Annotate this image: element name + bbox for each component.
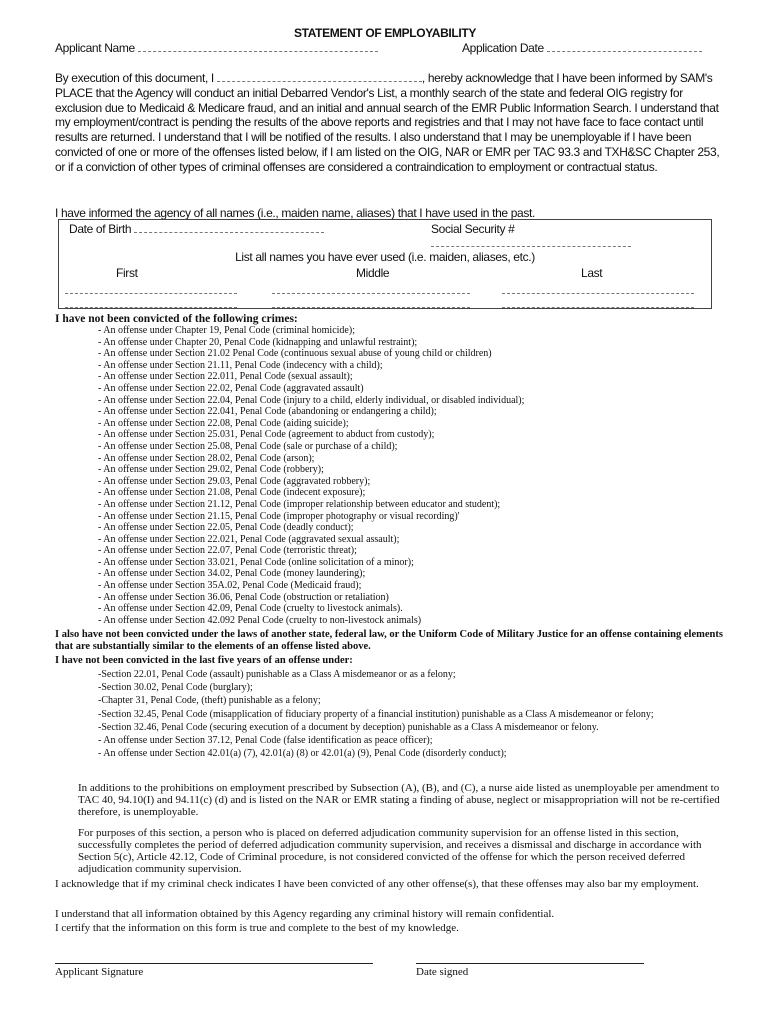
acknowledge-statement: I acknowledge that if my criminal check indicates I have been convicted of any other offense(s), that these offenses may also bar my employment. [55,878,699,890]
first-label: First [116,266,138,280]
applicant-name-row [55,41,378,55]
five-year-list [98,668,718,760]
last-name-field-1[interactable] [502,284,694,294]
middle-name-field-1[interactable] [272,284,470,294]
date-signed-line[interactable] [416,963,644,964]
crime-item: - An offense under Section 22.07, Penal Code (terroristic threat); [98,545,357,557]
confidential-statement: I understand that all information obtained by this Agency regarding any criminal history will remain confidential. [55,908,555,920]
crime-item: - An offense under Section 28.02, Penal Code (arson); [98,452,315,464]
crime-item: - An offense under Section 29.03, Penal Code (aggravated robbery); [98,475,371,487]
crime-item: - An offense under Section 21.02 Penal Code (continuous sexual abuse of young child or children) [98,348,492,360]
five-year-item: -Section 32.46, Penal Code (securing execution of a document by deception) punishable as a Class A misdemeanor or felony. [98,721,599,733]
five-year-heading: I have not been convicted in the last five years of an offense under: [55,655,353,666]
last-name-field-2[interactable] [502,298,694,308]
application-date-label: Application Date [462,41,544,55]
crime-item: - An offense under Section 21.11, Penal Code (indecency with a child); [98,359,383,371]
intro-paragraph [55,71,727,175]
five-year-item: -Section 32.45, Penal Code (misapplication of fiduciary property of a financial institution) punishable as a Class A misdemeanor or felony; [98,708,654,720]
crime-item: - An offense under Section 35A.02, Penal Code (Medicaid fraud); [98,580,362,592]
crime-item: - An offense under Section 42.092 Penal Code (cruelty to non-livestock animals) [98,614,422,626]
intro-prefix: By execution of this document, I [55,71,214,85]
crime-item: - An offense under Section 25.08, Penal Code (sale or purchase of a child); [98,440,398,452]
middle-name-field-2[interactable] [272,298,470,308]
names-instruction: List all names you have ever used (i.e. maiden, aliases, etc.) [235,250,535,264]
deferred-paragraph: For purposes of this section, a person who is placed on deferred adjudication community supervision for an offense listed in this section, successfully completes the period of deferred adjudication community supervision, and receives a dismissal and discharge in accordance with Section 5(c), Article 42.12, Code of Criminal procedure, is not considered convicted of the offense for which the person received deferred adjudication community supervision. [78,827,702,875]
crime-item: - An offense under Section 22.041, Penal Code (abandoning or endangering a child); [98,406,437,418]
crime-item: - An offense under Section 36.06, Penal Code (obstruction or retaliation) [98,591,389,603]
page-title: STATEMENT OF EMPLOYABILITY [293,26,476,40]
date-signed-label: Date signed [416,966,469,978]
crime-item: - An offense under Section 21.12, Penal Code (improper relationship between educator and student); [98,498,501,510]
crimes-heading: I have not been convicted of the following crimes: [55,313,298,325]
dob-field[interactable] [134,223,324,233]
intro-body: , hereby acknowledge that I have been informed by SAM's PLACE that the Agency will conduct an initial Debarred Vendor's List, a monthly search of the state and federal OIG registry for exclusion due to Medicaid & Medicare fraud, and an initial and annual search of the EMR Public Information Search. I understand that my employment/contract is pending the results of the above reports and registries and that I may not have face to face contact until results are returned. I understand that I will be notified of the results. I also understand that I may be unemployable if I have been convicted of one or more of the offenses listed below, if I am listed on the OIG, NAR or EMR per TAC 93.3 and TXH&SC Chapter 253, or if a conviction of other types of criminal offenses are considered a contraindication to employment or contractual status. [55,71,720,174]
middle-label: Middle [356,266,390,280]
signature-label: Applicant Signature [55,966,144,978]
crime-item: - An offense under Chapter 20, Penal Code (kidnapping and unlawful restraint); [98,336,418,348]
crime-item: - An offense under Section 22.021, Penal Code (aggravated sexual assault); [98,533,400,545]
other-laws-statement: I also have not been convicted under the laws of another state, federal law, or the Uniform Code of Military Justice for an offense containing elements that are substantially similar to the elements of an offense listed above. [55,629,723,652]
applicant-name-label: Applicant Name [55,41,135,55]
applicant-name-field[interactable] [138,42,378,52]
crime-item: - An offense under Section 22.08, Penal Code (aiding suicide); [98,417,349,429]
crime-item: - An offense under Section 34.02, Penal Code (money laundering); [98,568,366,580]
ssn-row [431,222,711,250]
crime-item: - An offense under Section 21.15, Penal Code (improper photography or visual recording)' [98,510,460,522]
first-name-field-1[interactable] [65,284,237,294]
application-date-field[interactable] [547,42,702,52]
five-year-item: - An offense under Section 37.12, Penal Code (false identification as peace officer); [98,735,433,747]
crime-item: - An offense under Section 22.04, Penal Code (injury to a child, elderly individual, or disabled individual); [98,394,525,406]
first-name-field-2[interactable] [65,298,237,308]
five-year-item: -Section 22.01, Penal Code (assault) punishable as a Class A misdemeanor or as a felony; [98,669,456,680]
dob-row [69,222,324,236]
crime-item: - An offense under Section 33.021, Penal Code (online solicitation of a minor); [98,556,414,568]
five-year-item: -Chapter 31, Penal Code, (theft) punishable as a felony; [98,695,321,707]
certify-statement: I certify that the information on this form is true and complete to the best of my knowledge. [55,922,459,934]
application-date-row [462,41,702,55]
five-year-item: -Section 30.02, Penal Code (burglary); [98,682,253,694]
ssn-field[interactable] [431,237,631,247]
crimes-list [98,325,524,626]
crime-item: - An offense under Section 22.05, Penal Code (deadly conduct); [98,522,354,534]
crime-item: - An offense under Section 22.02, Penal Code (aggravated assault) [98,382,364,394]
names-statement: I have informed the agency of all names (i.e., maiden name, aliases) that I have used in the past. [55,206,535,220]
ssn-label: Social Security # [431,222,515,236]
crime-item: - An offense under Section 29.02, Penal Code (robbery); [98,464,324,476]
crime-item: - An offense under Section 25.031, Penal Code (agreement to abduct from custody); [98,429,435,441]
last-label: Last [581,266,603,280]
name-acknowledgement-field[interactable] [217,72,422,82]
dob-label: Date of Birth [69,222,132,236]
names-box [58,219,712,309]
five-year-item: - An offense under Section 42.01(a) (7), 42.01(a) (8) or 42.01(a) (9), Penal Code (disorderly conduct); [98,748,507,760]
nurse-aide-paragraph: In additions to the prohibitions on employment prescribed by Subsection (A), (B), and (C), a nurse aide listed as unemployable per amendment to TAC 40, 94.10(I) and 94.11(c) (d) and is listed on the NAR or EMR stating a finding of abuse, neglect or misappropriation will not be re-certified therefore, is unemployable. [78,782,720,818]
crime-item: - An offense under Chapter 19, Penal Code (criminal homicide); [98,325,355,336]
crime-item: - An offense under Section 21.08, Penal Code (indecent exposure); [98,487,366,499]
signature-line[interactable] [55,963,373,964]
crime-item: - An offense under Section 22.011, Penal Code (sexual assault); [98,371,353,383]
crime-item: - An offense under Section 42.09, Penal Code (cruelty to livestock animals). [98,603,403,615]
